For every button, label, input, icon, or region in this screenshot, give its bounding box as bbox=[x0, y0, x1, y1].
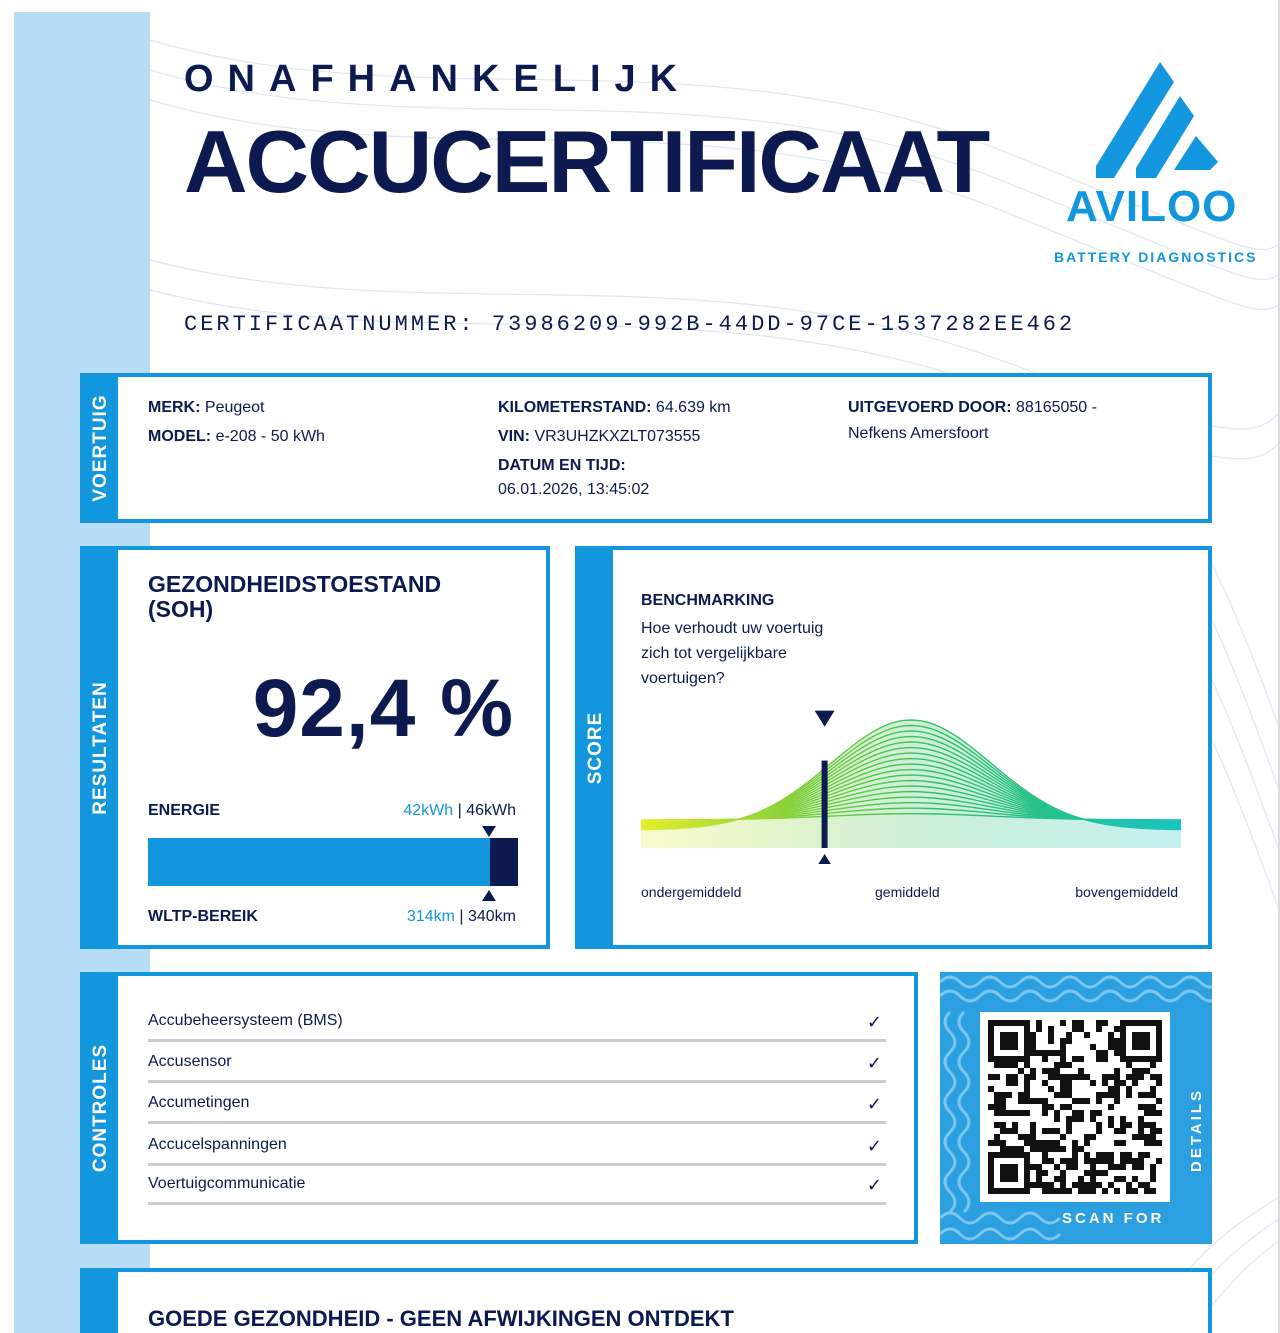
datetime-label: DATUM EN TIJD: bbox=[498, 457, 626, 474]
model-value: e-208 - 50 kWh bbox=[215, 428, 325, 445]
axis-label-average: gemiddeld bbox=[875, 884, 940, 900]
model-label: MODEL: bbox=[148, 428, 212, 445]
performed-by-label: UITGEVOERD DOOR: bbox=[848, 399, 1012, 416]
vin-field bbox=[498, 426, 700, 448]
model-field bbox=[148, 426, 325, 448]
benchmark-title: BENCHMARKING bbox=[641, 592, 775, 609]
energy-values: 42kWh | 46kWh bbox=[403, 802, 516, 819]
page-title: ACCUCERTIFICAAT bbox=[184, 112, 989, 211]
vin-value: VR3UHZKXZLT073555 bbox=[534, 428, 701, 445]
check-row bbox=[148, 1130, 886, 1166]
benchmark-marker-line bbox=[822, 761, 828, 848]
range-values: 314km | 340km bbox=[406, 908, 516, 925]
scan-label: SCAN FOR bbox=[1062, 1210, 1165, 1227]
soh-title: GEZONDHEIDSTOESTAND (SOH) bbox=[148, 571, 442, 622]
mileage-label: KILOMETERSTAND: bbox=[498, 399, 652, 416]
energy-label: ENERGIE bbox=[148, 802, 221, 819]
logo-wordmark: AVILOO bbox=[1066, 182, 1238, 231]
vehicle-tab bbox=[84, 377, 118, 519]
vehicle-tab-label: VOERTUIG bbox=[90, 394, 111, 502]
scan-label-details: DETAILS bbox=[1188, 1087, 1205, 1172]
benchmark-question: Hoe verhoudt uw voertuig zich tot vergelijkbare voertuigen? bbox=[641, 620, 824, 687]
datetime-value: 06.01.2026, 13:45:02 bbox=[498, 481, 650, 498]
results-tab bbox=[84, 550, 118, 945]
score-tab-label: SCORE bbox=[585, 711, 606, 784]
bell-curve bbox=[641, 720, 1181, 848]
range-max: 340km bbox=[467, 908, 516, 925]
mileage-field bbox=[498, 397, 731, 419]
check-label: Accumetingen bbox=[148, 1094, 250, 1111]
qr-code[interactable] bbox=[980, 1012, 1170, 1202]
logo-tagline: BATTERY DIAGNOSTICS bbox=[1054, 249, 1258, 265]
soh-value: 92,4 % bbox=[252, 663, 514, 754]
check-row bbox=[148, 1006, 886, 1042]
check-icon: ✓ bbox=[866, 1094, 882, 1114]
performed-by-location: Nefkens Amersfoort bbox=[848, 425, 989, 442]
summary-title: GOEDE GEZONDHEID - GEEN AFWIJKINGEN ONTDEKT bbox=[148, 1306, 734, 1331]
brand-value: Peugeot bbox=[204, 399, 265, 416]
range-marker-icon bbox=[482, 890, 496, 901]
performed-by-field bbox=[848, 397, 1097, 419]
soh-bar-loss bbox=[490, 838, 518, 886]
brand-field bbox=[148, 397, 265, 419]
results-panel bbox=[80, 546, 550, 949]
title-small: ONAFHANKELIJK bbox=[184, 58, 692, 100]
checks-tab-label: CONTROLES bbox=[90, 1043, 111, 1173]
summary-tab bbox=[84, 1272, 118, 1333]
check-label: Accubeheersysteem (BMS) bbox=[148, 1012, 343, 1029]
range-current: 314km bbox=[406, 908, 455, 925]
range-label: WLTP-BEREIK bbox=[148, 908, 258, 925]
aviloo-logo-icon bbox=[1056, 56, 1266, 266]
check-label: Accucelspanningen bbox=[148, 1136, 287, 1153]
certificate-number bbox=[184, 312, 1075, 337]
mileage-value: 64.639 km bbox=[655, 399, 731, 416]
brand-label: MERK: bbox=[148, 399, 201, 416]
vehicle-panel bbox=[80, 373, 1212, 523]
energy-max: 46kWh bbox=[466, 802, 516, 819]
check-row bbox=[148, 1169, 886, 1205]
score-panel bbox=[575, 546, 1212, 949]
check-row bbox=[148, 1088, 886, 1124]
certificate-number-value: 73986209-992B-44DD-97CE-1537282EE462 bbox=[491, 312, 1076, 337]
performed-by-value: 88165050 - bbox=[1016, 399, 1097, 416]
bell-curve-fill bbox=[641, 720, 1181, 848]
energy-marker-icon bbox=[482, 826, 496, 837]
checks-panel bbox=[80, 972, 918, 1244]
summary-panel bbox=[80, 1268, 1212, 1333]
soh-bar bbox=[148, 838, 518, 886]
axis-label-below: ondergemiddeld bbox=[641, 884, 742, 900]
check-icon: ✓ bbox=[866, 1012, 882, 1032]
vin-label: VIN: bbox=[498, 428, 530, 445]
certificate-number-label: CERTIFICAATNUMMER: bbox=[184, 312, 476, 337]
check-icon: ✓ bbox=[866, 1136, 882, 1156]
results-tab-label: RESULTATEN bbox=[90, 680, 111, 815]
energy-current: 42kWh bbox=[403, 802, 454, 819]
score-tab bbox=[579, 550, 613, 945]
checks-tab bbox=[84, 976, 118, 1240]
check-row bbox=[148, 1047, 886, 1083]
check-label: Voertuigcommunicatie bbox=[148, 1175, 306, 1192]
benchmark-marker-top-icon bbox=[815, 711, 835, 727]
qr-panel[interactable] bbox=[940, 972, 1212, 1244]
check-icon: ✓ bbox=[866, 1175, 882, 1195]
benchmark-marker-bottom-icon bbox=[815, 854, 835, 864]
check-icon: ✓ bbox=[866, 1053, 882, 1073]
qr-code-icon bbox=[980, 1012, 1170, 1202]
axis-label-above: bovengemiddeld bbox=[1075, 884, 1178, 900]
check-label: Accusensor bbox=[148, 1053, 232, 1070]
